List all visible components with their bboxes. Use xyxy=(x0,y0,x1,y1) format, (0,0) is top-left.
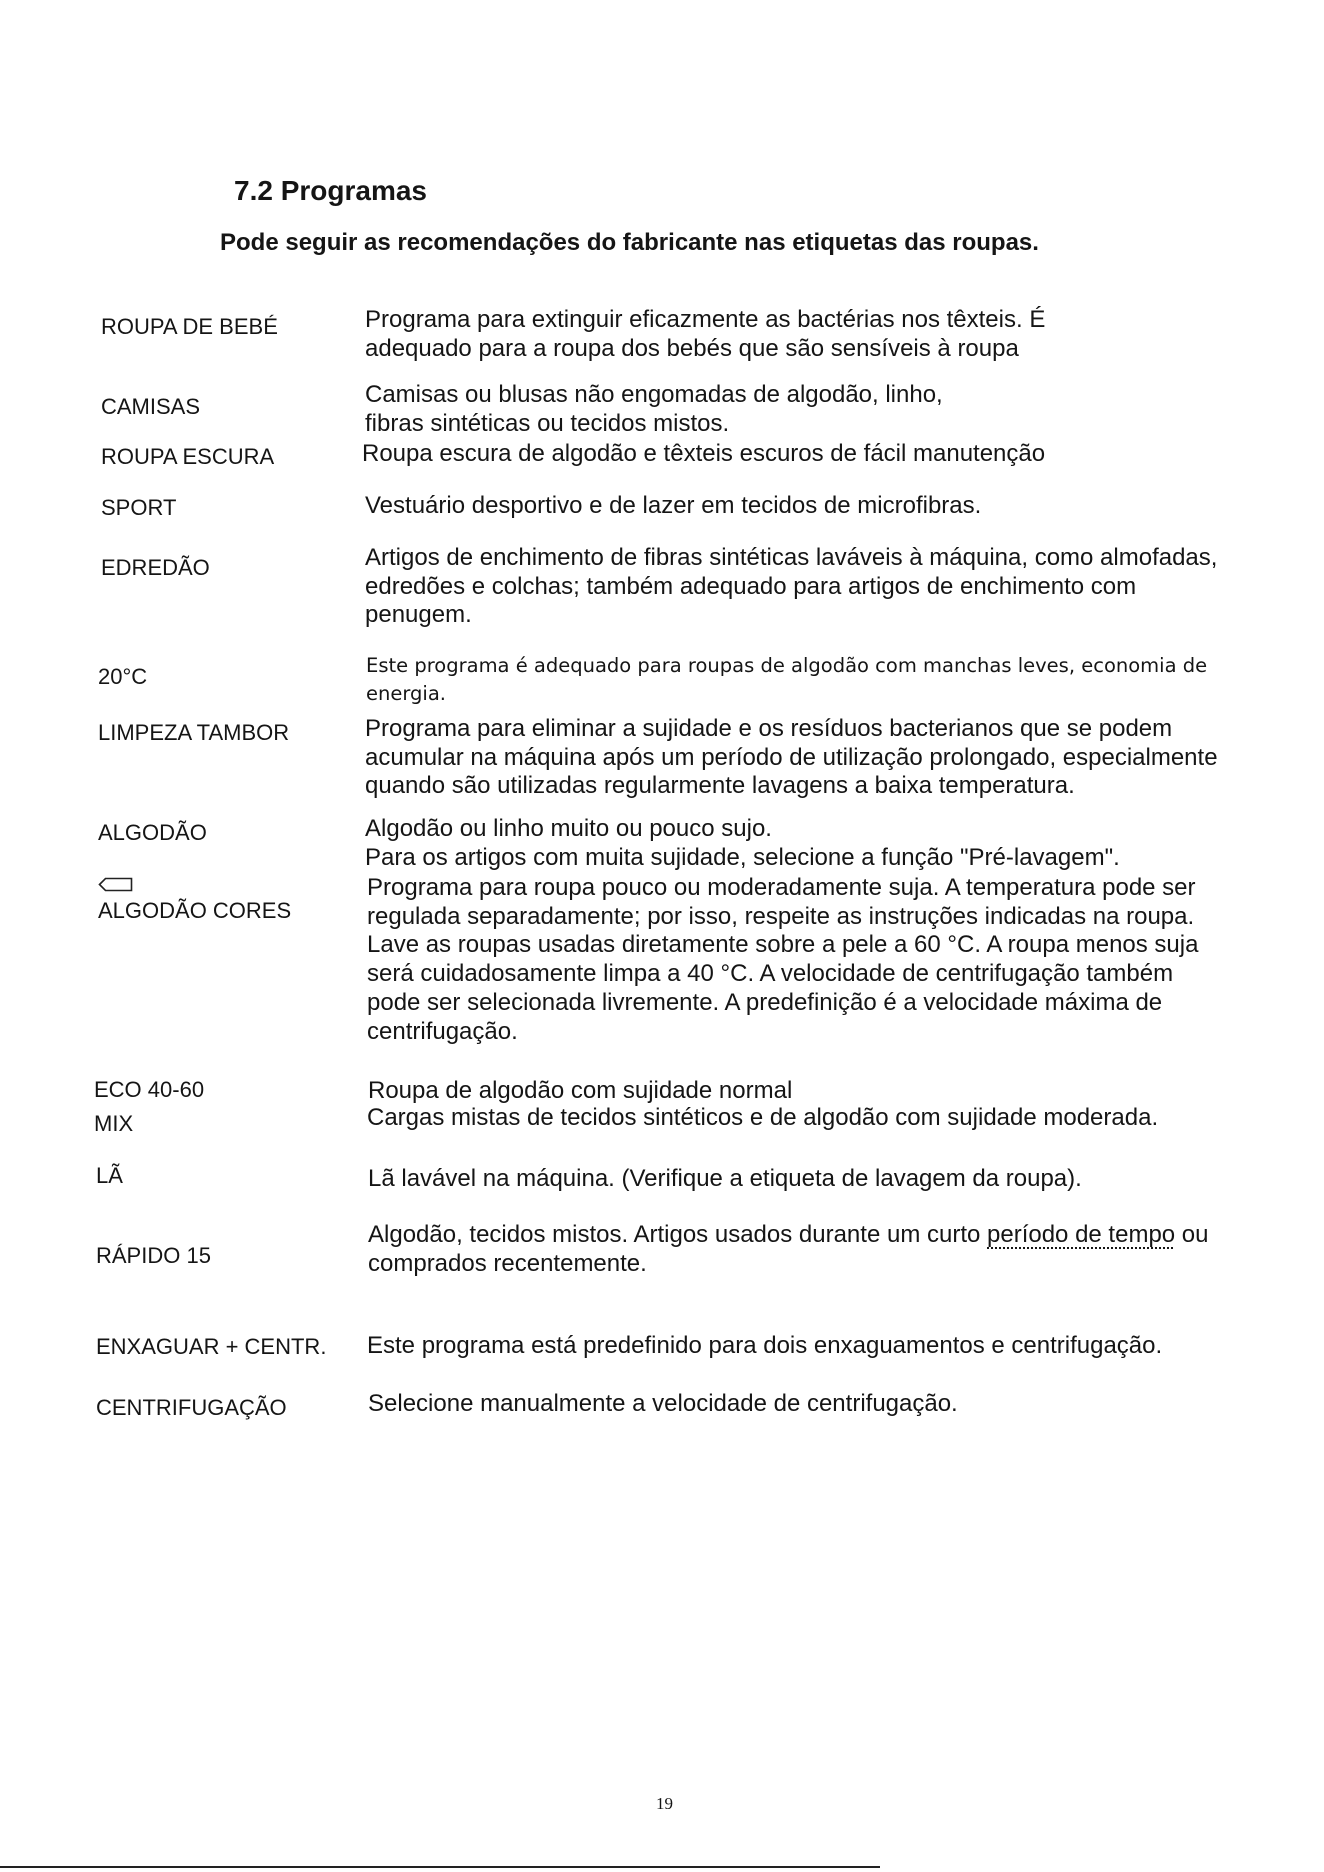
program-description xyxy=(367,1104,1158,1133)
section-title: 7.2 Programas xyxy=(234,175,427,206)
program-description xyxy=(365,815,1120,872)
description-line: edredões e colchas; também adequado para artigos de enchimento com xyxy=(365,572,1137,600)
section-subtitle: Pode seguir as recomendações do fabricante nas etiquetas das roupas. xyxy=(220,229,1039,256)
line-text: Algodão, tecidos mistos. Artigos usados durante um curto xyxy=(368,1221,987,1248)
line-text: ou xyxy=(1175,1221,1209,1248)
program-description xyxy=(368,1221,1209,1278)
description-line: Este programa é adequado para roupas de algodão com manchas leves, economia de xyxy=(366,654,1208,677)
description-line: Roupa de algodão com sujidade normal xyxy=(368,1077,793,1104)
program-name: MIX xyxy=(94,1111,134,1136)
program-description xyxy=(365,306,1045,363)
description-line: Cargas mistas de tecidos sintéticos e de algodão com sujidade moderada. xyxy=(367,1104,1159,1131)
description-line: regulada separadamente; por isso, respeite as instruções indicadas na roupa. xyxy=(367,902,1195,930)
program-name: LÃ xyxy=(96,1163,123,1188)
description-line: Programa para roupa pouco ou moderadamente suja. A temperatura pode ser xyxy=(367,874,1196,901)
program-name: ROUPA ESCURA xyxy=(101,444,275,469)
description-line: Lã lavável na máquina. (Verifique a etiqueta de lavagem da roupa). xyxy=(368,1165,1082,1192)
program-name: SPORT xyxy=(101,495,177,520)
program-name: RÁPIDO 15 xyxy=(96,1243,211,1268)
description-line: centrifugação. xyxy=(367,1017,518,1045)
description-line: Roupa escura de algodão e têxteis escuros de fácil manutenção xyxy=(362,440,1046,467)
description-line: Este programa está predefinido para dois enxaguamentos e centrifugação. xyxy=(367,1332,1163,1359)
description-line: adequado para a roupa dos bebés que são sensíveis à roupa xyxy=(365,334,1019,362)
program-name: EDREDÃO xyxy=(101,555,210,580)
tag-icon xyxy=(98,877,133,892)
description-line: fibras sintéticas ou tecidos mistos. xyxy=(365,409,730,437)
page-number: 19 xyxy=(656,1794,673,1813)
description-line: Camisas ou blusas não engomadas de algodão, linho, xyxy=(365,381,943,408)
program-name: ECO 40-60 xyxy=(94,1077,205,1102)
program-description xyxy=(362,440,1045,469)
program-description xyxy=(367,874,1198,1046)
description-line: Vestuário desportivo e de lazer em tecidos de microfibras. xyxy=(365,492,982,519)
description-line: Programa para extinguir eficazmente as bactérias nos têxteis. É xyxy=(365,306,1046,333)
description-line: acumular na máquina após um período de utilização prolongado, especialmente xyxy=(365,743,1218,771)
program-name: ROUPA DE BEBÉ xyxy=(101,314,278,339)
description-line: será cuidadosamente limpa a 40 °C. A velocidade de centrifugação também xyxy=(367,960,1174,988)
description-line: pode ser selecionada livremente. A predefinição é a velocidade máxima de xyxy=(367,988,1163,1016)
program-description xyxy=(365,492,981,521)
program-name: 20°C xyxy=(98,664,148,689)
description-line: Artigos de enchimento de fibras sintéticas laváveis à máquina, como almofadas, xyxy=(365,544,1218,571)
description-line: energia. xyxy=(366,681,446,705)
program-description xyxy=(366,652,1207,707)
program-description xyxy=(368,1390,958,1419)
description-line: comprados recentemente. xyxy=(368,1249,647,1277)
program-description xyxy=(367,1332,1162,1361)
description-line: quando são utilizadas regularmente lavagens a baixa temperatura. xyxy=(365,772,1075,800)
program-name: ENXAGUAR + CENTR. xyxy=(96,1334,327,1359)
program-description xyxy=(365,544,1217,630)
description-line: Lave as roupas usadas diretamente sobre a pele a 60 °C. A roupa menos suja xyxy=(367,931,1199,959)
dotted-underlined-text: período de tempo xyxy=(987,1221,1176,1248)
program-name: ALGODÃO xyxy=(98,820,207,845)
footer-rule xyxy=(0,1866,880,1868)
description-line: Algodão ou linho muito ou pouco sujo. xyxy=(365,815,772,842)
description-line: Programa para eliminar a sujidade e os resíduos bacterianos que se podem xyxy=(365,715,1173,742)
description-line xyxy=(368,1221,1209,1250)
description-line: Selecione manualmente a velocidade de centrifugação. xyxy=(368,1390,958,1417)
program-description xyxy=(365,381,943,438)
description-line: Para os artigos com muita sujidade, selecione a função "Pré-lavagem". xyxy=(365,843,1120,871)
program-description xyxy=(365,715,1218,801)
program-description xyxy=(368,1077,792,1106)
program-name: CENTRIFUGAÇÃO xyxy=(96,1395,287,1420)
program-name: LIMPEZA TAMBOR xyxy=(98,720,290,745)
program-name: ALGODÃO CORES xyxy=(98,898,292,923)
program-name: CAMISAS xyxy=(101,394,201,419)
program-description xyxy=(368,1165,1082,1194)
description-line: penugem. xyxy=(365,601,472,629)
